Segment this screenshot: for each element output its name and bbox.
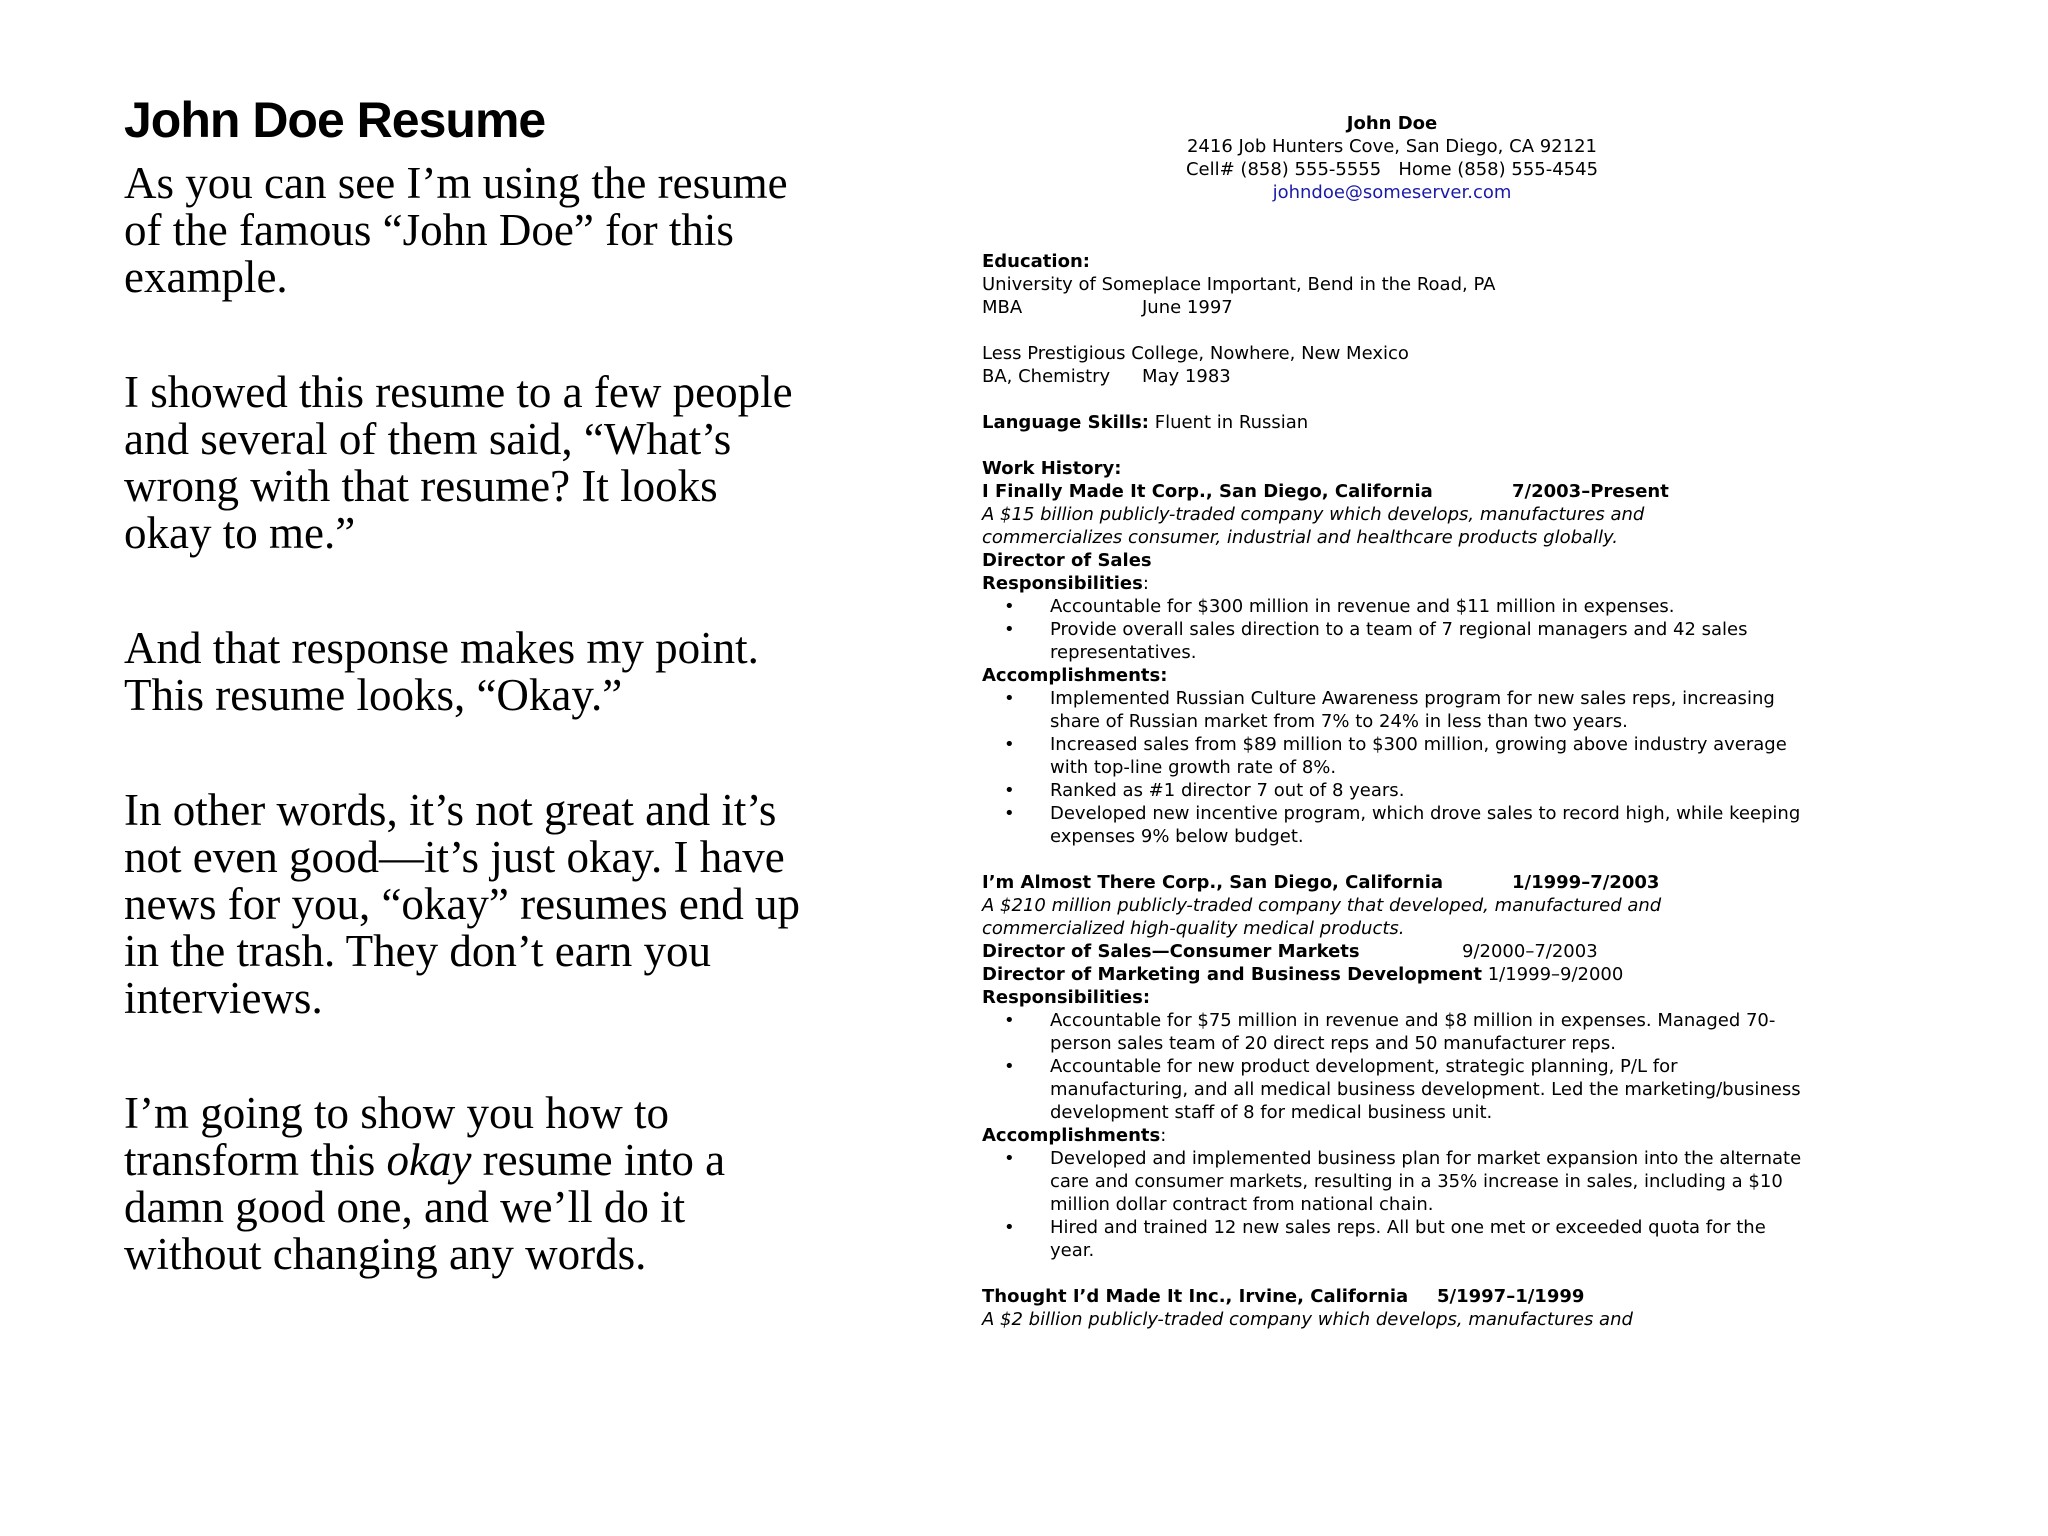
list-item: • Accountable for $75 million in revenue and $8 million in expenses. Managed 70-person sales team of 20 direct reps and 50 manufacturer reps. xyxy=(1050,1009,1812,1055)
paragraph-2: I showed this resume to a few people and several of them said, “What’s wrong with that resume? It looks okay to me.” xyxy=(124,367,793,558)
education-degree-1-row xyxy=(982,296,1812,319)
list-item: • Hired and trained 12 new sales reps. All but one met or exceeded quota for the year. xyxy=(1050,1216,1812,1262)
job-1-description-line-2: commercializes consumer, industrial and healthcare products globally. xyxy=(982,527,1619,548)
education-heading: Education: xyxy=(982,251,1090,272)
job-1-responsibilities-heading xyxy=(982,572,1812,595)
language-heading: Language Skills: xyxy=(982,412,1149,433)
job-1-accomplishments-list xyxy=(982,687,1812,848)
job-3-description-line-1: A $2 billion publicly-traded company which develops, manufactures and xyxy=(982,1309,1633,1330)
job-2-dates: 1/1999–7/2003 xyxy=(1512,872,1660,893)
job-2-accomplishments-list xyxy=(982,1147,1812,1262)
job-2-title-1-dates: 9/2000–7/2003 xyxy=(1462,941,1598,962)
resume-address: 2416 Job Hunters Cove, San Diego, CA 92121 xyxy=(1186,136,1597,157)
education-degree-1: MBA xyxy=(982,297,1023,318)
education-school-1: University of Someplace Important, Bend in the Road, PA xyxy=(982,274,1496,295)
job-1-accomplishments-heading: Accomplishments: xyxy=(982,665,1168,686)
job-2-responsibilities-list xyxy=(982,1009,1812,1124)
list-item: • Increased sales from $89 million to $300 million, growing above industry average with top-line growth rate of 8%. xyxy=(1050,733,1812,779)
job-2-title-2-row xyxy=(982,963,1812,986)
resume-phones: Cell# (858) 555-5555 Home (858) 555-4545 xyxy=(1185,159,1599,180)
job-2-description-line-2: commercialized high-quality medical products. xyxy=(982,918,1405,939)
job-3-header xyxy=(982,1285,1812,1308)
job-3-company: Thought I’d Made It Inc., Irvine, California xyxy=(982,1286,1409,1307)
job-2-title-1-row xyxy=(982,940,1812,963)
list-item: • Accountable for $300 million in revenue and $11 million in expenses. xyxy=(1050,595,1812,618)
job-1-title: Director of Sales xyxy=(982,550,1152,571)
paragraph-5-emphasis: okay xyxy=(386,1135,472,1185)
job-2-accomplishments-label: Accomplishments xyxy=(982,1125,1161,1146)
paragraph-5-text-b: resume into a damn good one, and we’ll do it without changing any words. xyxy=(124,1135,726,1279)
paragraph-5-text-a: I’m going to show you how to transform this xyxy=(124,1088,669,1185)
job-2-title-2-dates: 1/1999–9/2000 xyxy=(1481,964,1624,985)
job-3-dates: 5/1997–1/1999 xyxy=(1437,1286,1585,1307)
list-item: • Implemented Russian Culture Awareness program for new sales reps, increasing share of Russian market from 7% to 24% in less than two years. xyxy=(1050,687,1812,733)
job-1-responsibilities-colon: : xyxy=(1142,573,1149,594)
list-item: • Ranked as #1 director 7 out of 8 years. xyxy=(1050,779,1812,802)
job-1-responsibilities-label: Responsibilities xyxy=(982,573,1143,594)
job-2-accomplishments-heading xyxy=(982,1124,1812,1147)
education-date-2: May 1983 xyxy=(1142,366,1231,387)
resume-contact-header xyxy=(982,112,1802,204)
list-item: • Developed and implemented business plan for market expansion into the alternate care and consumer markets, resulting in a 35% increase in sales, including a $10 million dollar contract from national chain. xyxy=(1050,1147,1812,1216)
list-item: • Accountable for new product development, strategic planning, P/L for manufacturing, and all medical business development. Led the marketing/business development staff of 8 for medical business unit. xyxy=(1050,1055,1812,1124)
list-item: • Developed new incentive program, which drove sales to record high, while keeping expenses 9% below budget. xyxy=(1050,802,1812,848)
job-2-title-2: Director of Marketing and Business Development xyxy=(982,964,1482,985)
resume-body xyxy=(982,250,1812,1331)
job-2-description-line-1: A $210 million publicly-traded company that developed, manufactured and xyxy=(982,895,1662,916)
paragraph-3: And that response makes my point. This resume looks, “Okay.” xyxy=(124,623,759,720)
resume-name: John Doe xyxy=(1346,113,1438,134)
job-2-title-1: Director of Sales—Consumer Markets xyxy=(982,941,1360,962)
job-1-responsibilities-list xyxy=(982,595,1812,664)
language-value: Fluent in Russian xyxy=(1149,412,1309,433)
commentary-column xyxy=(124,90,804,1346)
page-title: John Doe Resume xyxy=(124,92,546,148)
paragraph-1: As you can see I’m using the resume of the famous “John Doe” for this example. xyxy=(124,158,788,302)
education-degree-2: BA, Chemistry xyxy=(982,366,1111,387)
job-1-company: I Finally Made It Corp., San Diego, California xyxy=(982,481,1433,502)
job-1-dates: 7/2003–Present xyxy=(1512,481,1669,502)
job-1-description-line-1: A $15 billion publicly-traded company which develops, manufactures and xyxy=(982,504,1645,525)
education-school-2: Less Prestigious College, Nowhere, New Mexico xyxy=(982,343,1409,364)
job-2-responsibilities-heading: Responsibilities: xyxy=(982,987,1151,1008)
list-item: • Provide overall sales direction to a team of 7 regional managers and 42 sales representatives. xyxy=(1050,618,1812,664)
job-2-company: I’m Almost There Corp., San Diego, California xyxy=(982,872,1444,893)
education-degree-2-row xyxy=(982,365,1812,388)
work-history-heading: Work History: xyxy=(982,458,1122,479)
resume-email-link[interactable]: johndoe@someserver.com xyxy=(1272,182,1512,203)
job-2-header xyxy=(982,871,1812,894)
job-1-header xyxy=(982,480,1812,503)
language-skills xyxy=(982,411,1812,434)
paragraph-4: In other words, it’s not great and it’s not even good—it’s just okay. I have news for you, “okay” resumes end up in the trash. They don’t earn you interviews. xyxy=(124,785,801,1023)
job-2-accomplishments-colon: : xyxy=(1160,1125,1167,1146)
education-date-1: June 1997 xyxy=(1142,297,1233,318)
paragraph-5 xyxy=(124,1090,804,1278)
